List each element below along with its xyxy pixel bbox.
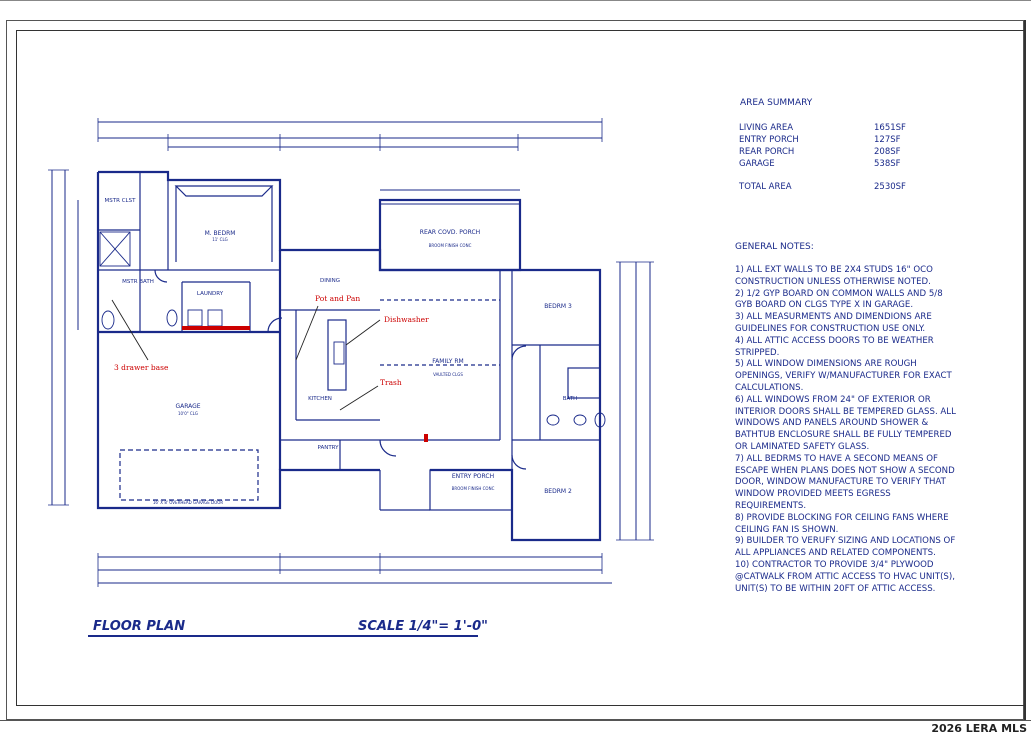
room-label-laundry: LAUNDRY xyxy=(196,291,224,297)
general-note-line: WINDOW PROVIDED MEETS EGRESS xyxy=(735,489,891,500)
general-note-line: @CATWALK FROM ATTIC ACCESS TO HVAC UNIT(S), xyxy=(735,571,955,582)
area-row-label: REAR PORCH xyxy=(739,147,795,157)
room-sublabel-m-bedrm: 11' CLG xyxy=(212,237,228,242)
general-notes-list xyxy=(735,265,980,595)
general-notes-title: GENERAL NOTES: xyxy=(735,242,814,252)
arrow-pot-and-pan xyxy=(296,306,318,360)
scale-label: SCALE 1/4"= 1'-0" xyxy=(358,619,488,634)
room-label-garage: GARAGE xyxy=(175,403,201,410)
annotation-drawer-base: 3 drawer base xyxy=(114,363,169,372)
general-note-line: 6) ALL WINDOWS FROM 24" OF EXTERIOR OR xyxy=(735,394,931,405)
general-note-line: CEILING FAN IS SHOWN. xyxy=(735,524,839,535)
garage-door-label: 16' X 8' OVERHEAD GARAGE DOOR xyxy=(152,500,224,505)
room-label-mstr-bath: MSTR BATH xyxy=(122,279,154,285)
room-label-bedrm2: BEDRM 2 xyxy=(544,488,572,495)
room-sublabel-entry-porch: BROOM FINISH CONC xyxy=(451,486,495,491)
general-note-line: WINDOWS AND PANELS AROUND SHOWER & xyxy=(735,418,929,429)
general-note-line: 1) ALL EXT WALLS TO BE 2X4 STUDS 16" OCO xyxy=(735,265,933,275)
general-note-line: ESCAPE WHEN PLANS DOES NOT SHOW A SECOND xyxy=(735,465,955,476)
general-note-line: UNIT(S) TO BE WITHIN 20FT OF ATTIC ACCESS. xyxy=(735,583,936,594)
general-note-line: OR LAMINATED SAFETY GLASS. xyxy=(735,441,870,452)
annotation-dishwasher: Dishwasher xyxy=(384,315,429,324)
general-note-line: 2) 1/2 GYP BOARD ON COMMON WALLS AND 5/8 xyxy=(735,288,943,299)
area-row-value: 127SF xyxy=(874,135,901,145)
general-note-line: GYB BOARD ON CLGS TYPE X IN GARAGE. xyxy=(735,300,914,311)
general-note-line: INTERIOR DOORS SHALL BE TEMPERED GLASS. ALL xyxy=(735,406,956,417)
area-row-value: 538SF xyxy=(874,159,901,169)
area-total-label: TOTAL AREA xyxy=(739,182,792,192)
general-note-line: 3) ALL MEASURMENTS AND DIMENDIONS ARE xyxy=(735,312,932,323)
room-label-bath: BATH xyxy=(562,396,578,402)
room-sublabel-family-rm: VAULTED CLGS xyxy=(433,372,463,377)
area-total-value: 2530SF xyxy=(874,182,906,192)
laundry-counter-highlight xyxy=(182,326,250,330)
general-note-line: DOOR, WINDOW MANUFACTURE TO VERIFY THAT xyxy=(735,477,946,488)
room-sublabel-garage: 10'0" CLG xyxy=(178,411,198,416)
area-summary-title: AREA SUMMARY xyxy=(740,98,813,108)
arrow-drawer-base xyxy=(112,300,148,360)
general-note-line: STRIPPED. xyxy=(735,347,780,358)
room-label-family-rm: FAMILY RM xyxy=(432,358,464,365)
general-note-line: OPENINGS, VERIFY W/MANUFACTURER FOR EXACT xyxy=(735,371,952,382)
general-note-line: REQUIREMENTS. xyxy=(735,500,807,511)
general-note-line: GUIDELINES FOR CONSTRUCTION USE ONLY. xyxy=(735,323,926,334)
general-note-line: 5) ALL WINDOW DIMENSIONS ARE ROUGH xyxy=(735,359,917,370)
general-note-line: CONSTRUCTION UNLESS OTHERWISE NOTED. xyxy=(735,276,931,287)
area-row-label: LIVING AREA xyxy=(739,123,794,133)
room-label-mstr-clst: MSTR CLST xyxy=(104,198,136,204)
general-note-line: 9) BUILDER TO VERUFY SIZING AND LOCATIONS OF xyxy=(735,536,956,547)
arrow-dishwasher xyxy=(346,320,380,345)
general-note-line: ALL APPLIANCES AND RELATED COMPONENTS. xyxy=(735,548,936,559)
general-note-line: 8) PROVIDE BLOCKING FOR CEILING FANS WHERE xyxy=(735,512,949,523)
general-note-line: 4) ALL ATTIC ACCESS DOORS TO BE WEATHER xyxy=(735,335,934,346)
room-label-m-bedrm: M. BEDRM xyxy=(204,230,236,237)
sheet-bottom-line xyxy=(0,720,1031,721)
garage-door-outline xyxy=(120,450,258,500)
room-label-entry-porch: ENTRY PORCH xyxy=(451,473,495,480)
room-label-dining: DINING xyxy=(320,278,340,284)
general-note-line: 7) ALL BEDRMS TO HAVE A SECOND MEANS OF xyxy=(735,453,938,464)
exterior-wall-outline xyxy=(98,172,600,540)
room-sublabel-rear-porch: BROOM FINISH CONC xyxy=(428,243,472,248)
general-note-line: 10) CONTRACTOR TO PROVIDE 3/4" PLYWOOD xyxy=(735,559,934,570)
room-label-pantry: PANTRY xyxy=(317,445,339,451)
annotation-pot-and-pan: Pot and Pan xyxy=(315,294,361,303)
room-label-kitchen: KITCHEN xyxy=(308,396,332,402)
annotation-trash: Trash xyxy=(380,378,402,387)
room-label-rear-porch: REAR COVD. PORCH xyxy=(419,229,481,236)
room-label-bedrm3: BEDRM 3 xyxy=(544,303,572,310)
area-row-label: GARAGE xyxy=(739,159,775,169)
general-note-line: CALCULATIONS. xyxy=(735,382,804,393)
general-note-line: BATHTUB ENCLOSURE SHALL BE FULLY TEMPERED xyxy=(735,430,952,441)
area-row-value: 1651SF xyxy=(874,123,906,133)
title-underline xyxy=(88,635,478,637)
area-row-label: ENTRY PORCH xyxy=(739,135,799,145)
copyright-watermark: 2026 LERA MLS xyxy=(931,722,1027,735)
floor-plan-title: FLOOR PLAN xyxy=(93,619,186,634)
area-row-value: 208SF xyxy=(874,147,901,157)
